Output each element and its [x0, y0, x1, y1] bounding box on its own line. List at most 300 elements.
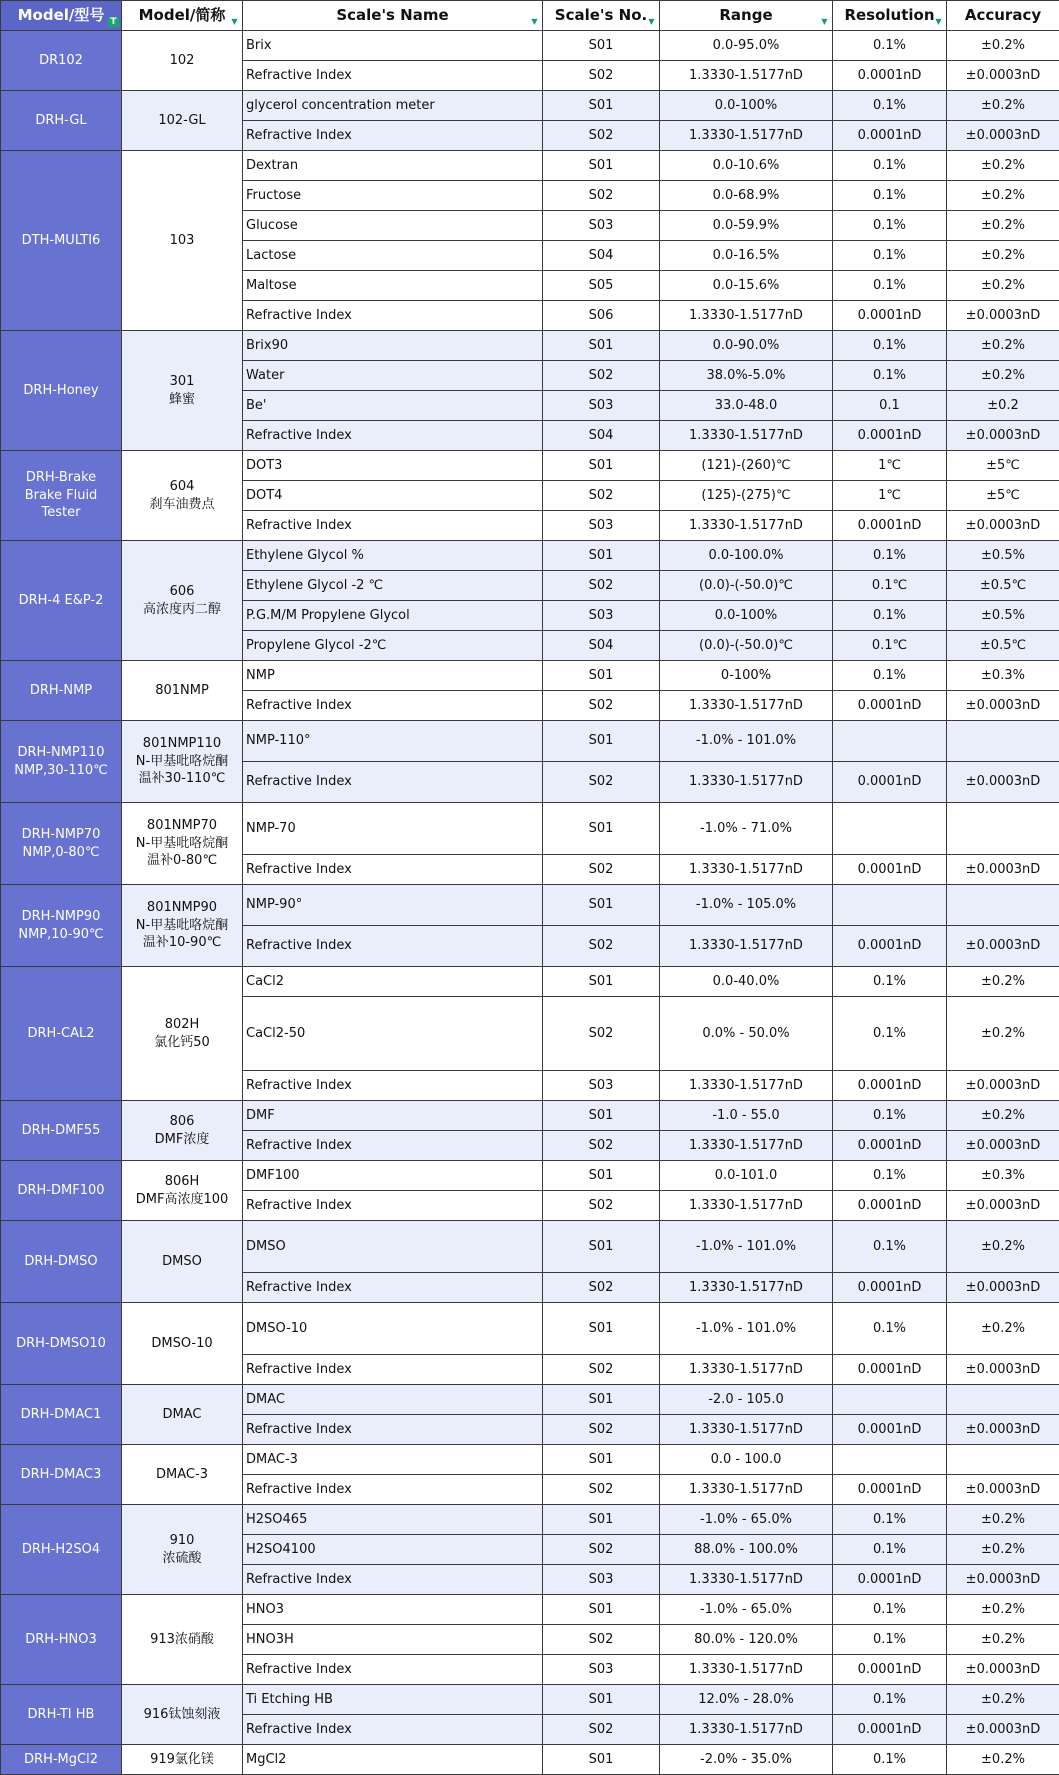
scale-no-cell[interactable]: S02	[543, 1273, 660, 1303]
range-cell[interactable]: 1.3330-1.5177nD	[660, 762, 833, 803]
scale-name-cell[interactable]: Ti Etching HB	[243, 1685, 543, 1715]
range-cell[interactable]: 1.3330-1.5177nD	[660, 1131, 833, 1161]
range-cell[interactable]: 88.0% - 100.0%	[660, 1535, 833, 1565]
resolution-cell[interactable]: 0.1%	[833, 1505, 947, 1535]
short-name-cell[interactable]	[122, 967, 243, 1101]
resolution-cell[interactable]: 0.1%	[833, 211, 947, 241]
scale-no-cell[interactable]: S05	[543, 271, 660, 301]
accuracy-cell[interactable]: ±0.0003nD	[947, 61, 1059, 91]
scale-no-cell[interactable]: S02	[543, 571, 660, 601]
scale-name-cell[interactable]: Refractive Index	[243, 1131, 543, 1161]
short-name-cell[interactable]	[122, 1745, 243, 1775]
model-cell[interactable]	[1, 1745, 122, 1775]
accuracy-cell[interactable]: ±0.0003nD	[947, 855, 1059, 885]
range-cell[interactable]: -2.0 - 105.0	[660, 1385, 833, 1415]
scale-no-cell[interactable]: S01	[543, 331, 660, 361]
range-cell[interactable]: 33.0-48.0	[660, 391, 833, 421]
accuracy-cell[interactable]: ±5℃	[947, 481, 1059, 511]
range-cell[interactable]: 1.3330-1.5177nD	[660, 1475, 833, 1505]
scale-name-cell[interactable]: Refractive Index	[243, 1191, 543, 1221]
resolution-cell[interactable]: 0.0001nD	[833, 421, 947, 451]
accuracy-cell[interactable]: ±0.3%	[947, 661, 1059, 691]
accuracy-cell[interactable]: ±0.5℃	[947, 571, 1059, 601]
scale-name-cell[interactable]: Refractive Index	[243, 1715, 543, 1745]
range-cell[interactable]: 1.3330-1.5177nD	[660, 301, 833, 331]
short-name-cell[interactable]	[122, 541, 243, 661]
scale-no-cell[interactable]: S02	[543, 181, 660, 211]
range-cell[interactable]: 0.0-15.6%	[660, 271, 833, 301]
scale-no-cell[interactable]: S01	[543, 1385, 660, 1415]
accuracy-cell[interactable]: ±0.0003nD	[947, 1655, 1059, 1685]
scale-no-cell[interactable]: S03	[543, 1071, 660, 1101]
range-cell[interactable]: 1.3330-1.5177nD	[660, 1565, 833, 1595]
accuracy-cell[interactable]: ±0.0003nD	[947, 121, 1059, 151]
scale-name-cell[interactable]: Refractive Index	[243, 926, 543, 967]
scale-no-cell[interactable]: S02	[543, 61, 660, 91]
scale-name-cell[interactable]: Lactose	[243, 241, 543, 271]
filter-dropdown-icon[interactable]: ▼	[529, 17, 540, 27]
scale-no-cell[interactable]: S02	[543, 1415, 660, 1445]
scale-name-cell[interactable]: H2SO465	[243, 1505, 543, 1535]
resolution-cell[interactable]: 0.0001nD	[833, 926, 947, 967]
range-cell[interactable]: 0.0-90.0%	[660, 331, 833, 361]
scale-name-cell[interactable]: Refractive Index	[243, 1355, 543, 1385]
scale-no-cell[interactable]: S01	[543, 803, 660, 855]
scale-name-cell[interactable]: NMP-90°	[243, 885, 543, 926]
filter-dropdown-icon[interactable]: ▼	[646, 17, 657, 27]
header-range[interactable]	[660, 1, 833, 31]
resolution-cell[interactable]: 0.0001nD	[833, 762, 947, 803]
scale-no-cell[interactable]: S02	[543, 1625, 660, 1655]
model-cell[interactable]	[1, 91, 122, 151]
accuracy-cell[interactable]: ±0.2%	[947, 91, 1059, 121]
scale-name-cell[interactable]: Propylene Glycol -2℃	[243, 631, 543, 661]
short-name-cell[interactable]	[122, 151, 243, 331]
accuracy-cell[interactable]: ±0.3%	[947, 1161, 1059, 1191]
range-cell[interactable]: 1.3330-1.5177nD	[660, 1191, 833, 1221]
scale-no-cell[interactable]: S02	[543, 926, 660, 967]
accuracy-cell[interactable]: ±0.0003nD	[947, 926, 1059, 967]
model-cell[interactable]	[1, 1445, 122, 1505]
range-cell[interactable]: 1.3330-1.5177nD	[660, 926, 833, 967]
short-name-cell[interactable]	[122, 803, 243, 885]
accuracy-cell[interactable]: ±0.2%	[947, 241, 1059, 271]
scale-no-cell[interactable]: S01	[543, 151, 660, 181]
accuracy-cell[interactable]: ±0.0003nD	[947, 1131, 1059, 1161]
range-cell[interactable]: 1.3330-1.5177nD	[660, 1273, 833, 1303]
header-accuracy[interactable]	[947, 1, 1059, 31]
resolution-cell[interactable]: 1℃	[833, 451, 947, 481]
model-cell[interactable]	[1, 803, 122, 885]
accuracy-cell[interactable]	[947, 803, 1059, 855]
scale-no-cell[interactable]: S04	[543, 241, 660, 271]
scale-name-cell[interactable]: NMP	[243, 661, 543, 691]
accuracy-cell[interactable]: ±0.2%	[947, 181, 1059, 211]
range-cell[interactable]: 1.3330-1.5177nD	[660, 1415, 833, 1445]
resolution-cell[interactable]: 0.1%	[833, 151, 947, 181]
range-cell[interactable]: (0.0)-(-50.0)℃	[660, 571, 833, 601]
range-cell[interactable]: 1.3330-1.5177nD	[660, 61, 833, 91]
resolution-cell[interactable]: 0.1%	[833, 661, 947, 691]
resolution-cell[interactable]: 0.0001nD	[833, 301, 947, 331]
scale-name-cell[interactable]: MgCl2	[243, 1745, 543, 1775]
short-name-cell[interactable]	[122, 1161, 243, 1221]
accuracy-cell[interactable]: ±0.2%	[947, 1595, 1059, 1625]
model-cell[interactable]	[1, 721, 122, 803]
accuracy-cell[interactable]: ±0.0003nD	[947, 1715, 1059, 1745]
scale-no-cell[interactable]: S01	[543, 1221, 660, 1273]
scale-no-cell[interactable]: S01	[543, 541, 660, 571]
range-cell[interactable]: 0.0-10.6%	[660, 151, 833, 181]
accuracy-cell[interactable]	[947, 1385, 1059, 1415]
scale-no-cell[interactable]: S02	[543, 121, 660, 151]
resolution-cell[interactable]	[833, 885, 947, 926]
scale-name-cell[interactable]: Dextran	[243, 151, 543, 181]
resolution-cell[interactable]: 0.0001nD	[833, 1131, 947, 1161]
range-cell[interactable]: 0.0-100%	[660, 91, 833, 121]
range-cell[interactable]: 0.0-101.0	[660, 1161, 833, 1191]
range-cell[interactable]: 0.0-40.0%	[660, 967, 833, 997]
model-cell[interactable]	[1, 1161, 122, 1221]
accuracy-cell[interactable]: ±0.2%	[947, 151, 1059, 181]
scale-name-cell[interactable]: Water	[243, 361, 543, 391]
scale-no-cell[interactable]: S02	[543, 997, 660, 1071]
accuracy-cell[interactable]: ±0.2%	[947, 1685, 1059, 1715]
range-cell[interactable]: 1.3330-1.5177nD	[660, 691, 833, 721]
scale-no-cell[interactable]: S02	[543, 1535, 660, 1565]
range-cell[interactable]: 0.0-100%	[660, 601, 833, 631]
scale-name-cell[interactable]: Refractive Index	[243, 301, 543, 331]
accuracy-cell[interactable]: ±0.2%	[947, 1101, 1059, 1131]
scale-no-cell[interactable]: S03	[543, 1565, 660, 1595]
scale-name-cell[interactable]: Glucose	[243, 211, 543, 241]
header-resolution[interactable]	[833, 1, 947, 31]
resolution-cell[interactable]: 0.1%	[833, 1303, 947, 1355]
scale-name-cell[interactable]: Refractive Index	[243, 121, 543, 151]
filter-dropdown-icon[interactable]: ▼	[819, 17, 830, 27]
scale-name-cell[interactable]: NMP-110°	[243, 721, 543, 762]
resolution-cell[interactable]: 0.0001nD	[833, 855, 947, 885]
resolution-cell[interactable]: 0.1%	[833, 601, 947, 631]
scale-no-cell[interactable]: S04	[543, 631, 660, 661]
scale-no-cell[interactable]: S06	[543, 301, 660, 331]
header-scale-name[interactable]	[243, 1, 543, 31]
scale-no-cell[interactable]: S01	[543, 1101, 660, 1131]
scale-no-cell[interactable]: S01	[543, 451, 660, 481]
range-cell[interactable]: -2.0% - 35.0%	[660, 1745, 833, 1775]
header-scale-no[interactable]	[543, 1, 660, 31]
scale-name-cell[interactable]: Refractive Index	[243, 762, 543, 803]
scale-no-cell[interactable]: S03	[543, 211, 660, 241]
resolution-cell[interactable]	[833, 1445, 947, 1475]
range-cell[interactable]: -1.0% - 71.0%	[660, 803, 833, 855]
accuracy-cell[interactable]: ±0.5℃	[947, 631, 1059, 661]
scale-name-cell[interactable]: glycerol concentration meter	[243, 91, 543, 121]
resolution-cell[interactable]: 0.0001nD	[833, 61, 947, 91]
model-cell[interactable]	[1, 1595, 122, 1685]
model-cell[interactable]	[1, 967, 122, 1101]
resolution-cell[interactable]: 0.0001nD	[833, 1355, 947, 1385]
short-name-cell[interactable]	[122, 1303, 243, 1385]
accuracy-cell[interactable]: ±0.2%	[947, 967, 1059, 997]
resolution-cell[interactable]: 0.0001nD	[833, 1655, 947, 1685]
resolution-cell[interactable]: 0.1%	[833, 541, 947, 571]
resolution-cell[interactable]: 0.1%	[833, 1101, 947, 1131]
short-name-cell[interactable]	[122, 331, 243, 451]
model-cell[interactable]	[1, 1505, 122, 1595]
resolution-cell[interactable]: 0.0001nD	[833, 121, 947, 151]
resolution-cell[interactable]: 0.0001nD	[833, 1071, 947, 1101]
resolution-cell[interactable]: 0.1%	[833, 967, 947, 997]
scale-name-cell[interactable]: H2SO4100	[243, 1535, 543, 1565]
range-cell[interactable]: 0.0-59.9%	[660, 211, 833, 241]
filter-active-icon[interactable]: T	[108, 17, 119, 27]
scale-name-cell[interactable]: CaCl2-50	[243, 997, 543, 1071]
resolution-cell[interactable]: 0.1%	[833, 1535, 947, 1565]
scale-no-cell[interactable]: S02	[543, 762, 660, 803]
range-cell[interactable]: (125)-(275)℃	[660, 481, 833, 511]
resolution-cell[interactable]: 0.0001nD	[833, 1415, 947, 1445]
scale-name-cell[interactable]: Refractive Index	[243, 1415, 543, 1445]
resolution-cell[interactable]	[833, 721, 947, 762]
accuracy-cell[interactable]: ±0.0003nD	[947, 762, 1059, 803]
resolution-cell[interactable]: 0.1%	[833, 241, 947, 271]
range-cell[interactable]: 1.3330-1.5177nD	[660, 855, 833, 885]
scale-name-cell[interactable]: Ethylene Glycol -2 ℃	[243, 571, 543, 601]
accuracy-cell[interactable]: ±0.0003nD	[947, 1415, 1059, 1445]
scale-no-cell[interactable]: S01	[543, 1685, 660, 1715]
resolution-cell[interactable]: 0.1℃	[833, 631, 947, 661]
short-name-cell[interactable]	[122, 661, 243, 721]
model-cell[interactable]	[1, 451, 122, 541]
model-cell[interactable]	[1, 885, 122, 967]
range-cell[interactable]: 0-100%	[660, 661, 833, 691]
short-name-cell[interactable]	[122, 1595, 243, 1685]
resolution-cell[interactable]: 0.0001nD	[833, 691, 947, 721]
model-cell[interactable]	[1, 151, 122, 331]
resolution-cell[interactable]: 0.1%	[833, 331, 947, 361]
resolution-cell[interactable]: 0.1℃	[833, 571, 947, 601]
range-cell[interactable]: 0.0% - 50.0%	[660, 997, 833, 1071]
scale-name-cell[interactable]: Refractive Index	[243, 61, 543, 91]
accuracy-cell[interactable]: ±0.2%	[947, 1303, 1059, 1355]
resolution-cell[interactable]: 0.1%	[833, 91, 947, 121]
scale-no-cell[interactable]: S01	[543, 1445, 660, 1475]
scale-no-cell[interactable]: S03	[543, 511, 660, 541]
accuracy-cell[interactable]: ±5℃	[947, 451, 1059, 481]
accuracy-cell[interactable]: ±0.2%	[947, 1745, 1059, 1775]
accuracy-cell[interactable]	[947, 1445, 1059, 1475]
scale-no-cell[interactable]: S01	[543, 721, 660, 762]
range-cell[interactable]: 1.3330-1.5177nD	[660, 421, 833, 451]
scale-name-cell[interactable]: Refractive Index	[243, 511, 543, 541]
scale-name-cell[interactable]: Refractive Index	[243, 1565, 543, 1595]
resolution-cell[interactable]: 0.0001nD	[833, 1715, 947, 1745]
resolution-cell[interactable]: 0.1%	[833, 1625, 947, 1655]
accuracy-cell[interactable]: ±0.0003nD	[947, 1191, 1059, 1221]
accuracy-cell[interactable]: ±0.2	[947, 391, 1059, 421]
scale-name-cell[interactable]: Ethylene Glycol %	[243, 541, 543, 571]
scale-name-cell[interactable]: DMSO-10	[243, 1303, 543, 1355]
range-cell[interactable]: (121)-(260)℃	[660, 451, 833, 481]
resolution-cell[interactable]: 0.1%	[833, 271, 947, 301]
accuracy-cell[interactable]: ±0.0003nD	[947, 301, 1059, 331]
resolution-cell[interactable]: 1℃	[833, 481, 947, 511]
short-name-cell[interactable]	[122, 1101, 243, 1161]
range-cell[interactable]: 1.3330-1.5177nD	[660, 511, 833, 541]
scale-no-cell[interactable]: S02	[543, 481, 660, 511]
range-cell[interactable]: 38.0%-5.0%	[660, 361, 833, 391]
scale-no-cell[interactable]: S02	[543, 855, 660, 885]
scale-name-cell[interactable]: Refractive Index	[243, 1071, 543, 1101]
scale-no-cell[interactable]: S01	[543, 885, 660, 926]
scale-name-cell[interactable]: Refractive Index	[243, 1655, 543, 1685]
resolution-cell[interactable]	[833, 1385, 947, 1415]
scale-name-cell[interactable]: Brix90	[243, 331, 543, 361]
scale-no-cell[interactable]: S02	[543, 1131, 660, 1161]
scale-no-cell[interactable]: S03	[543, 391, 660, 421]
accuracy-cell[interactable]: ±0.2%	[947, 331, 1059, 361]
resolution-cell[interactable]: 0.1%	[833, 361, 947, 391]
accuracy-cell[interactable]: ±0.2%	[947, 997, 1059, 1071]
range-cell[interactable]: (0.0)-(-50.0)℃	[660, 631, 833, 661]
model-cell[interactable]	[1, 1221, 122, 1303]
scale-no-cell[interactable]: S01	[543, 1595, 660, 1625]
short-name-cell[interactable]	[122, 721, 243, 803]
accuracy-cell[interactable]: ±0.2%	[947, 361, 1059, 391]
resolution-cell[interactable]: 0.1%	[833, 997, 947, 1071]
resolution-cell[interactable]: 0.0001nD	[833, 511, 947, 541]
scale-name-cell[interactable]: HNO3	[243, 1595, 543, 1625]
scale-no-cell[interactable]: S04	[543, 421, 660, 451]
resolution-cell[interactable]: 0.1%	[833, 1595, 947, 1625]
range-cell[interactable]: 0.0-95.0%	[660, 31, 833, 61]
range-cell[interactable]: -1.0% - 101.0%	[660, 1303, 833, 1355]
resolution-cell[interactable]: 0.1%	[833, 31, 947, 61]
resolution-cell[interactable]: 0.0001nD	[833, 1191, 947, 1221]
range-cell[interactable]: 1.3330-1.5177nD	[660, 1715, 833, 1745]
model-cell[interactable]	[1, 331, 122, 451]
scale-name-cell[interactable]: DOT4	[243, 481, 543, 511]
header-short[interactable]	[122, 1, 243, 31]
scale-name-cell[interactable]: DMSO	[243, 1221, 543, 1273]
scale-name-cell[interactable]: HNO3H	[243, 1625, 543, 1655]
scale-name-cell[interactable]: Refractive Index	[243, 691, 543, 721]
scale-name-cell[interactable]: Refractive Index	[243, 855, 543, 885]
resolution-cell[interactable]: 0.0001nD	[833, 1273, 947, 1303]
accuracy-cell[interactable]: ±0.0003nD	[947, 1273, 1059, 1303]
resolution-cell[interactable]: 0.0001nD	[833, 1475, 947, 1505]
accuracy-cell[interactable]: ±0.0003nD	[947, 1071, 1059, 1101]
accuracy-cell[interactable]: ±0.0003nD	[947, 1565, 1059, 1595]
accuracy-cell[interactable]: ±0.5%	[947, 601, 1059, 631]
accuracy-cell[interactable]: ±0.0003nD	[947, 1475, 1059, 1505]
range-cell[interactable]: 0.0 - 100.0	[660, 1445, 833, 1475]
model-cell[interactable]	[1, 1385, 122, 1445]
range-cell[interactable]: 12.0% - 28.0%	[660, 1685, 833, 1715]
model-cell[interactable]	[1, 31, 122, 91]
accuracy-cell[interactable]: ±0.0003nD	[947, 691, 1059, 721]
resolution-cell[interactable]: 0.1%	[833, 1161, 947, 1191]
resolution-cell[interactable]: 0.1%	[833, 1745, 947, 1775]
scale-no-cell[interactable]: S01	[543, 31, 660, 61]
short-name-cell[interactable]	[122, 91, 243, 151]
scale-name-cell[interactable]: Fructose	[243, 181, 543, 211]
short-name-cell[interactable]	[122, 1445, 243, 1505]
short-name-cell[interactable]	[122, 1385, 243, 1445]
accuracy-cell[interactable]: ±0.2%	[947, 211, 1059, 241]
accuracy-cell[interactable]: ±0.2%	[947, 1535, 1059, 1565]
accuracy-cell[interactable]	[947, 885, 1059, 926]
scale-name-cell[interactable]: Brix	[243, 31, 543, 61]
accuracy-cell[interactable]: ±0.2%	[947, 1625, 1059, 1655]
scale-no-cell[interactable]: S01	[543, 1745, 660, 1775]
accuracy-cell[interactable]: ±0.2%	[947, 31, 1059, 61]
scale-no-cell[interactable]: S02	[543, 361, 660, 391]
scale-name-cell[interactable]: Refractive Index	[243, 1475, 543, 1505]
scale-name-cell[interactable]: DMAC-3	[243, 1445, 543, 1475]
scale-no-cell[interactable]: S02	[543, 691, 660, 721]
scale-name-cell[interactable]: Refractive Index	[243, 1273, 543, 1303]
scale-name-cell[interactable]: Maltose	[243, 271, 543, 301]
scale-name-cell[interactable]: DOT3	[243, 451, 543, 481]
accuracy-cell[interactable]	[947, 721, 1059, 762]
filter-dropdown-icon[interactable]: ▼	[933, 17, 944, 27]
model-cell[interactable]	[1, 1101, 122, 1161]
range-cell[interactable]: -1.0 - 55.0	[660, 1101, 833, 1131]
scale-name-cell[interactable]: Refractive Index	[243, 421, 543, 451]
scale-name-cell[interactable]: DMF100	[243, 1161, 543, 1191]
scale-no-cell[interactable]: S02	[543, 1355, 660, 1385]
scale-no-cell[interactable]: S03	[543, 601, 660, 631]
range-cell[interactable]: -1.0% - 101.0%	[660, 721, 833, 762]
accuracy-cell[interactable]: ±0.0003nD	[947, 511, 1059, 541]
accuracy-cell[interactable]: ±0.0003nD	[947, 1355, 1059, 1385]
scale-no-cell[interactable]: S02	[543, 1475, 660, 1505]
range-cell[interactable]: -1.0% - 65.0%	[660, 1505, 833, 1535]
accuracy-cell[interactable]: ±0.2%	[947, 1221, 1059, 1273]
scale-no-cell[interactable]: S01	[543, 661, 660, 691]
scale-no-cell[interactable]: S01	[543, 967, 660, 997]
accuracy-cell[interactable]: ±0.5%	[947, 541, 1059, 571]
range-cell[interactable]: 0.0-16.5%	[660, 241, 833, 271]
scale-name-cell[interactable]: CaCl2	[243, 967, 543, 997]
scale-no-cell[interactable]: S02	[543, 1191, 660, 1221]
scale-no-cell[interactable]: S02	[543, 1715, 660, 1745]
resolution-cell[interactable]: 0.1%	[833, 1685, 947, 1715]
range-cell[interactable]: 0.0-68.9%	[660, 181, 833, 211]
model-cell[interactable]	[1, 1685, 122, 1745]
range-cell[interactable]: 1.3330-1.5177nD	[660, 1655, 833, 1685]
scale-no-cell[interactable]: S01	[543, 1161, 660, 1191]
resolution-cell[interactable]: 0.1%	[833, 1221, 947, 1273]
short-name-cell[interactable]	[122, 1505, 243, 1595]
accuracy-cell[interactable]: ±0.0003nD	[947, 421, 1059, 451]
resolution-cell[interactable]: 0.1	[833, 391, 947, 421]
range-cell[interactable]: -1.0% - 101.0%	[660, 1221, 833, 1273]
resolution-cell[interactable]: 0.1%	[833, 181, 947, 211]
scale-name-cell[interactable]: NMP-70	[243, 803, 543, 855]
scale-name-cell[interactable]: P.G.M/M Propylene Glycol	[243, 601, 543, 631]
resolution-cell[interactable]	[833, 803, 947, 855]
scale-no-cell[interactable]: S01	[543, 1505, 660, 1535]
short-name-cell[interactable]	[122, 1221, 243, 1303]
scale-name-cell[interactable]: DMAC	[243, 1385, 543, 1415]
range-cell[interactable]: -1.0% - 65.0%	[660, 1595, 833, 1625]
range-cell[interactable]: 1.3330-1.5177nD	[660, 1355, 833, 1385]
model-cell[interactable]	[1, 541, 122, 661]
scale-no-cell[interactable]: S01	[543, 1303, 660, 1355]
